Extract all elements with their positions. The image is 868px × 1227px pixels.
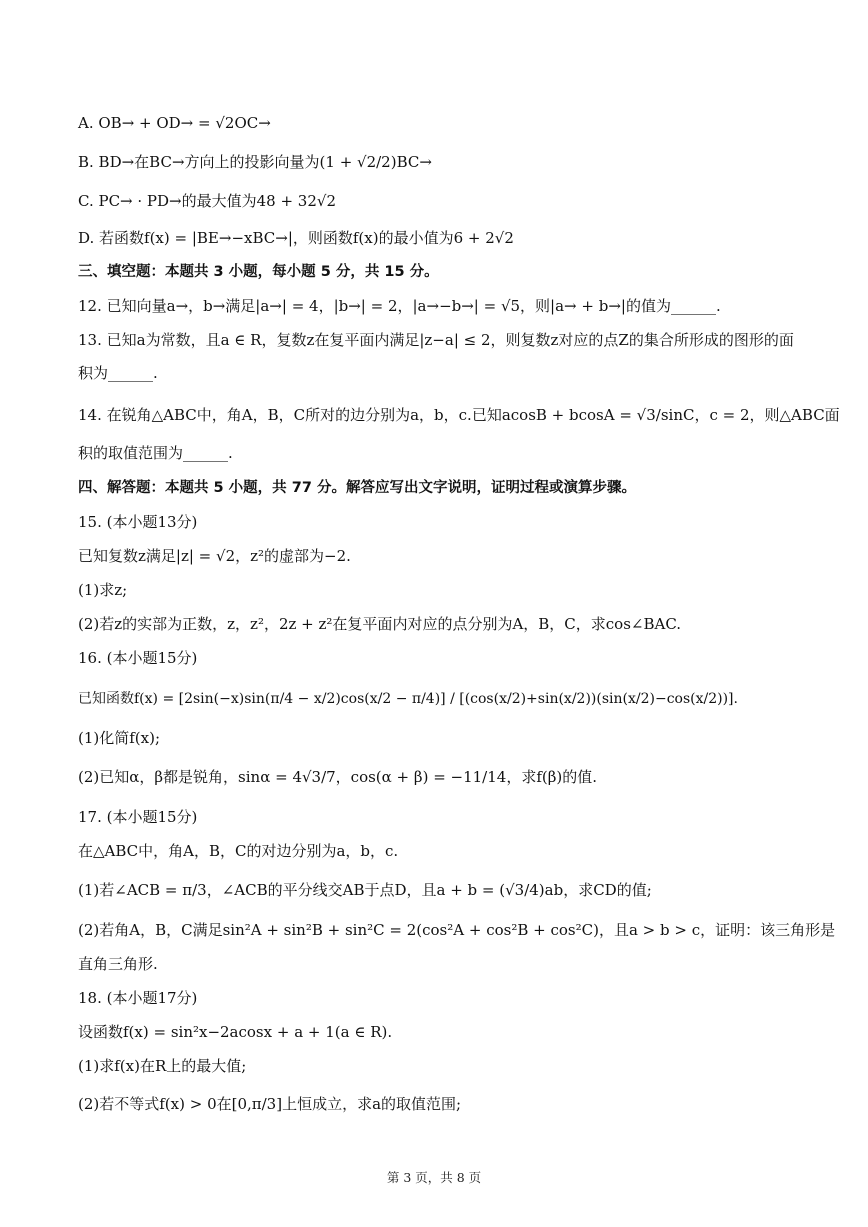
question-18-part-1: (1)求f(x)在R上的最大值; [78, 1057, 247, 1075]
question-16-part-2: (2)已知α，β都是锐角，sinα = 4√3/7，cos(α + β) = −11/14，求f(β)的值. [78, 768, 598, 786]
option-a: A. OB→ + OD→ = √2OC→ [78, 114, 271, 132]
option-d: D. 若函数f(x) = |BE→−xBC→|，则函数f(x)的最小值为6 + 2√2 [78, 229, 514, 247]
question-17-part-2-line-2: 直角三角形. [78, 955, 158, 973]
question-17-stem: 在△ABC中，角A，B，C的对边分别为a，b，c. [78, 842, 399, 860]
question-17-title: 17. (本小题15分) [78, 808, 198, 826]
question-16-title: 16. (本小题15分) [78, 649, 198, 667]
question-15-part-1: (1)求z; [78, 581, 128, 599]
question-12: 12. 已知向量a→，b→满足|a→| = 4，|b→| = 2，|a→−b→| = √5，则|a→ + b→|的值为______. [78, 297, 721, 315]
question-14-line-1: 14. 在锐角△ABC中，角A，B，C所对的边分别为a，b，c.已知acosB + bcosA = √3/sinC，c = 2，则△ABC面 [78, 406, 840, 424]
option-c: C. PC→ · PD→的最大值为48 + 32√2 [78, 192, 336, 210]
page-footer: 第 3 页，共 8 页 [386, 1170, 482, 1185]
question-18-title: 18. (本小题17分) [78, 989, 198, 1007]
question-16-part-1: (1)化简f(x); [78, 729, 161, 747]
question-13-line-2: 积为______. [78, 364, 158, 382]
question-15-title: 15. (本小题13分) [78, 513, 198, 531]
question-17-part-2-line-1: (2)若角A，B，C满足sin²A + sin²B + sin²C = 2(cos²A + cos²B + cos²C)，且a > b > c，证明：该三角形是 [78, 921, 836, 939]
question-17-part-1: (1)若∠ACB = π/3，∠ACB的平分线交AB于点D，且a + b = (√3/4)ab，求CD的值; [78, 881, 652, 899]
question-18-stem: 设函数f(x) = sin²x−2acosx + a + 1(a ∈ R). [78, 1023, 393, 1041]
question-18-part-2: (2)若不等式f(x) > 0在[0,π/3]上恒成立，求a的取值范围; [78, 1095, 462, 1113]
section-4-header: 四、解答题：本题共 5 小题，共 77 分。解答应写出文字说明，证明过程或演算步骤。 [78, 480, 636, 496]
question-13-line-1: 13. 已知a为常数，且a ∈ R，复数z在复平面内满足|z−a| ≤ 2，则复数z对应的点Z的集合所形成的图形的面 [78, 331, 794, 349]
question-14-line-2: 积的取值范围为______. [78, 444, 233, 462]
question-15-stem: 已知复数z满足|z| = √2，z²的虚部为−2. [78, 547, 351, 565]
section-3-header: 三、填空题：本题共 3 小题，每小题 5 分，共 15 分。 [78, 264, 439, 280]
question-15-part-2: (2)若z的实部为正数，z，z²，2z + z²在复平面内对应的点分别为A，B，C，求cos∠BAC. [78, 615, 682, 633]
question-16-stem: 已知函数f(x) = [2sin(−x)sin(π/4 − x/2)cos(x/2 − π/4)] / [(cos(x/2)+sin(x/2))(sin(x/2)−cos(x/2))]. [78, 691, 738, 707]
option-b: B. BD→在BC→方向上的投影向量为(1 + √2/2)BC→ [78, 153, 432, 171]
